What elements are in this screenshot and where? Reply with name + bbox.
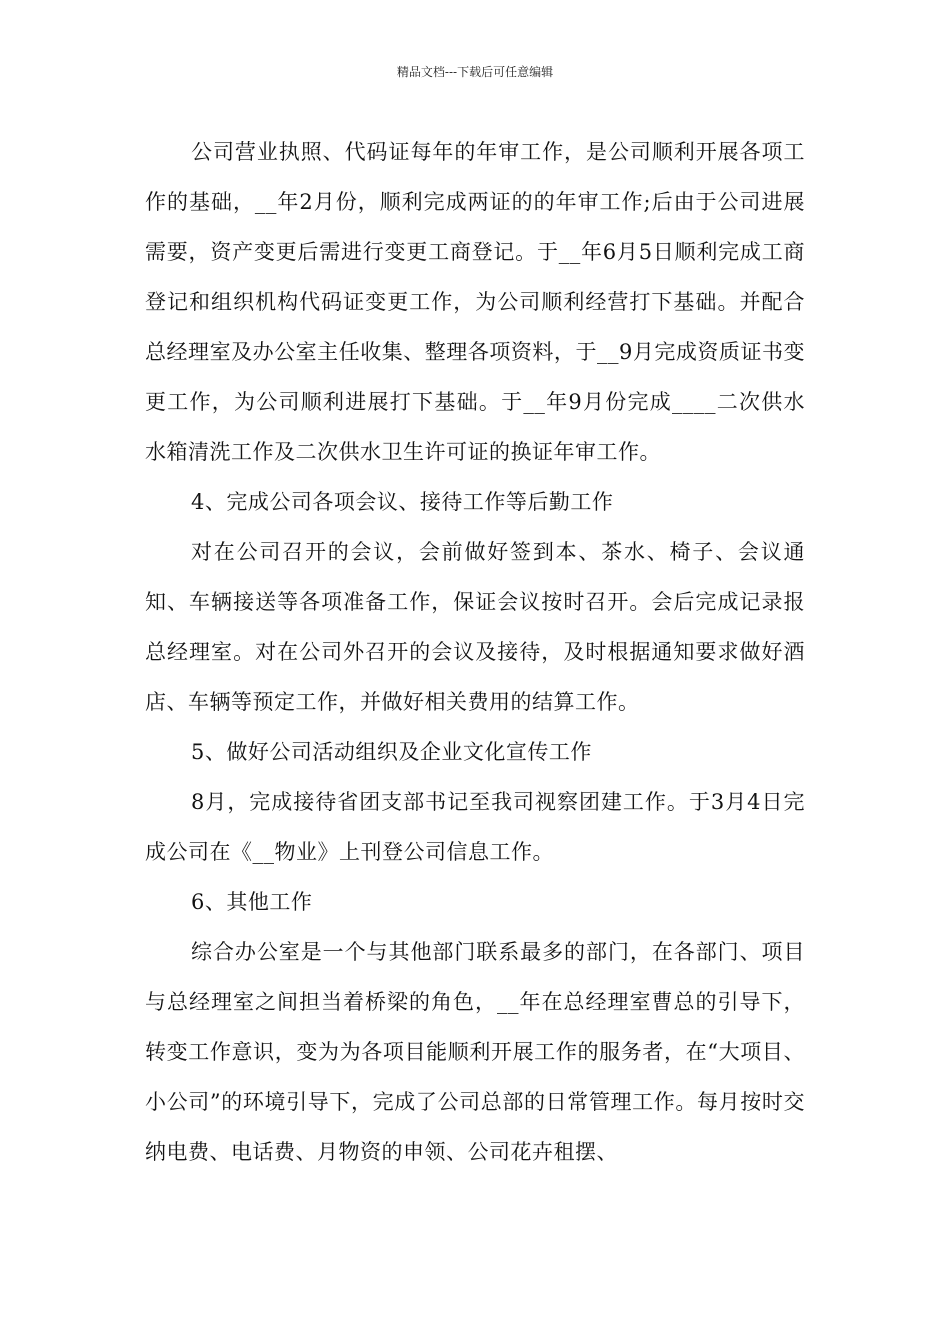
- document-body: [145, 127, 805, 1177]
- section-heading-4: 4、完成公司各项会议、接待工作等后勤工作: [191, 490, 614, 514]
- paragraph-activities: 8月，完成接待省团支部书记至我司视察团建工作。于3月4日完成公司在《__物业》上刊登公司信息工作。: [145, 790, 805, 864]
- page-header: 精品文档---下载后可任意编辑: [396, 65, 554, 79]
- paragraph-meetings: 对在公司召开的会议，会前做好签到本、茶水、椅子、会议通知、车辆接送等各项准备工作，保证会议按时召开。会后完成记录报总经理室。对在公司外召开的会议及接待，及时根据通知要求做好酒店、车辆等预定工作，并做好相关费用的结算工作。: [145, 540, 805, 714]
- paragraph-other-work: 综合办公室是一个与其他部门联系最多的部门，在各部门、项目与总经理室之间担当着桥梁的角色，__年在总经理室曹总的引导下，转变工作意识，变为为各项目能顺利开展工作的服务者，在“大项目、小公司”的环境引导下，完成了公司总部的日常管理工作。每月按时交纳电费、电话费、月物资的申领、公司花卉租摆、: [145, 940, 805, 1164]
- section-heading-6: 6、其他工作: [191, 890, 313, 914]
- paragraph-license-annual-review: 公司营业执照、代码证每年的年审工作，是公司顺利开展各项工作的基础，__年2月份，顺利完成两证的的年审工作;后由于公司进展需要，资产变更后需进行变更工商登记。于__年6月5日顺利完成工商登记和组织机构代码证变更工作，为公司顺利经营打下基础。并配合总经理室及办公室主任收集、整理各项资料，于__9月完成资质证书变更工作，为公司顺利进展打下基础。于__年9月份完成____二次供水水箱清洗工作及二次供水卫生许可证的换证年审工作。: [145, 140, 805, 464]
- section-heading-5: 5、做好公司活动组织及企业文化宣传工作: [191, 740, 592, 764]
